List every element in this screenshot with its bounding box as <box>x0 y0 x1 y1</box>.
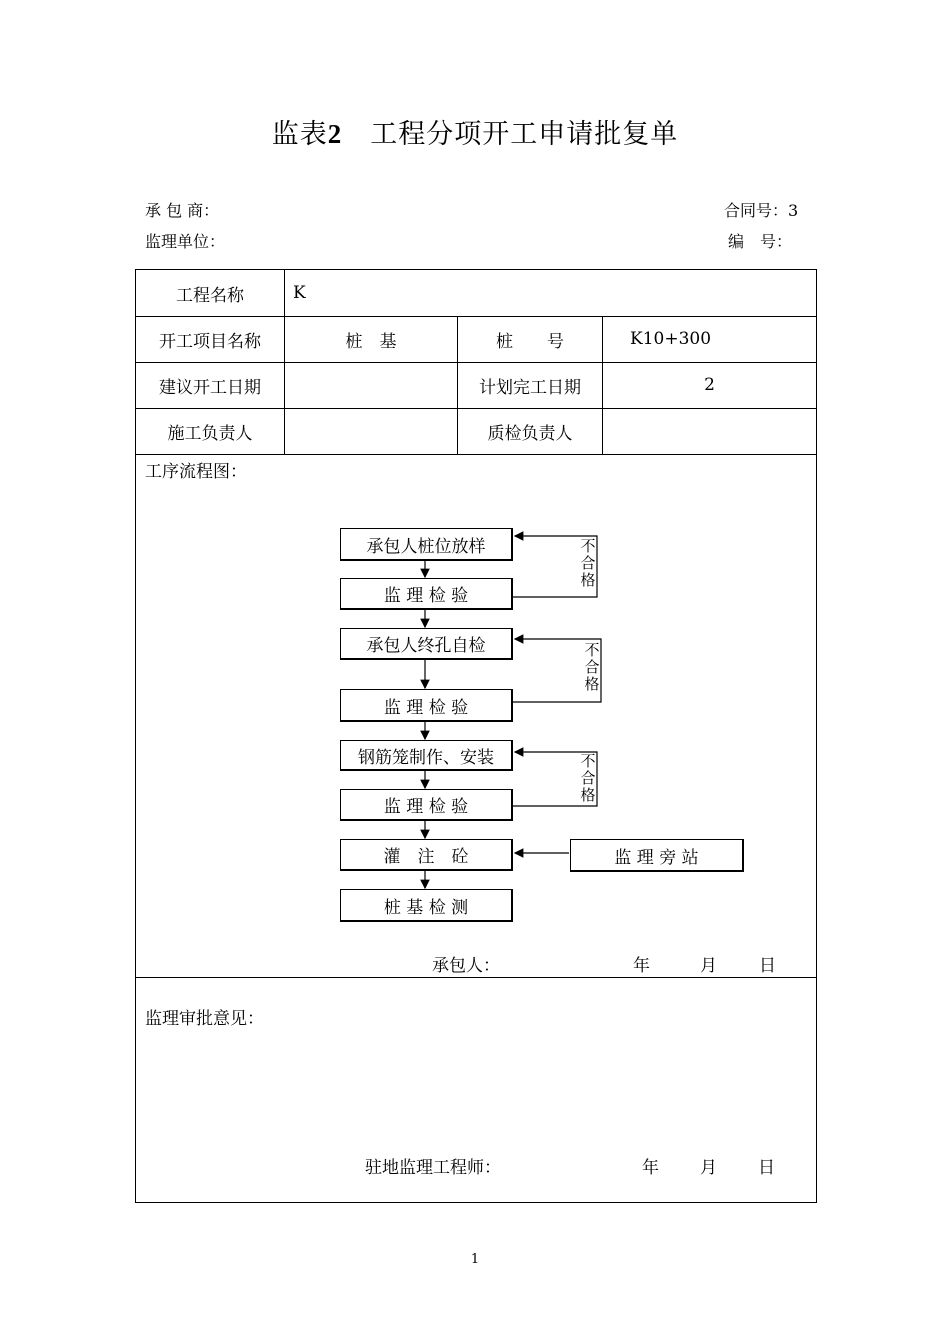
page-title <box>0 112 950 151</box>
pile-no-label: 桩 号 <box>496 331 564 352</box>
project-name-value: K <box>293 283 306 303</box>
flow-step-pile-test: 桩 基 检 测 <box>340 889 513 922</box>
engineer-sign-day: 日 <box>758 1158 775 1178</box>
engineer-sign-label: 驻地监理工程师： <box>365 1158 501 1178</box>
reject-label-3: 不合格 <box>580 752 596 804</box>
qc-lead-label: 质检负责人 <box>487 423 573 444</box>
flow-step-inspection-3: 监 理 检 验 <box>340 789 513 821</box>
contractor-sign-label: 承包人： <box>432 956 500 976</box>
contractor-label: 承 包 商： <box>145 201 220 220</box>
title-prefix: 监表 <box>271 119 328 150</box>
flow-step-hole-selfcheck: 承包人终孔自检 <box>340 628 513 660</box>
project-name-label: 工程名称 <box>176 285 244 306</box>
flow-step-rebar-cage: 钢筋笼制作、安装 <box>340 740 513 771</box>
flow-section-label: 工序流程图： <box>145 462 247 482</box>
flow-step-inspection-2: 监 理 检 验 <box>340 689 513 722</box>
contractor-sign-month: 月 <box>700 956 717 976</box>
title-main: 工程分项开工申请批复单 <box>370 119 679 150</box>
flow-step-inspection-1: 监 理 检 验 <box>340 578 513 610</box>
finish-date-label: 计划完工日期 <box>479 377 581 398</box>
contractor-sign-day: 日 <box>759 956 776 976</box>
start-date-label: 建议开工日期 <box>159 377 261 398</box>
reject-label-2: 不合格 <box>584 641 600 693</box>
construction-lead-label: 施工负责人 <box>167 423 253 444</box>
serial-no-label: 编 号： <box>728 232 793 251</box>
contractor-sign-year: 年 <box>633 956 650 976</box>
contract-no <box>724 198 798 221</box>
contract-no-value: 3 <box>788 201 799 220</box>
engineer-sign-year: 年 <box>642 1158 659 1178</box>
title-number: 2 <box>327 119 343 149</box>
flow-step-concrete-pour: 灌 注 砼 <box>340 839 513 871</box>
approval-section-label: 监理审批意见： <box>145 1009 264 1029</box>
flow-step-stakeout: 承包人桩位放样 <box>340 528 513 561</box>
page-number: 1 <box>470 1252 480 1267</box>
pile-no-value: K10+300 <box>630 329 712 349</box>
approval-form-table <box>135 269 817 1203</box>
row-divider <box>136 977 816 978</box>
reject-label-1: 不合格 <box>580 537 596 589</box>
contract-no-label: 合同号： <box>724 201 789 220</box>
finish-date-value: 2 <box>704 375 715 395</box>
item-name-label: 开工项目名称 <box>159 331 261 352</box>
flow-side-supervision: 监 理 旁 站 <box>570 839 744 872</box>
engineer-sign-month: 月 <box>700 1158 717 1178</box>
item-name-value: 桩 基 <box>345 331 397 352</box>
supervisor-unit-label: 监理单位： <box>145 232 226 251</box>
